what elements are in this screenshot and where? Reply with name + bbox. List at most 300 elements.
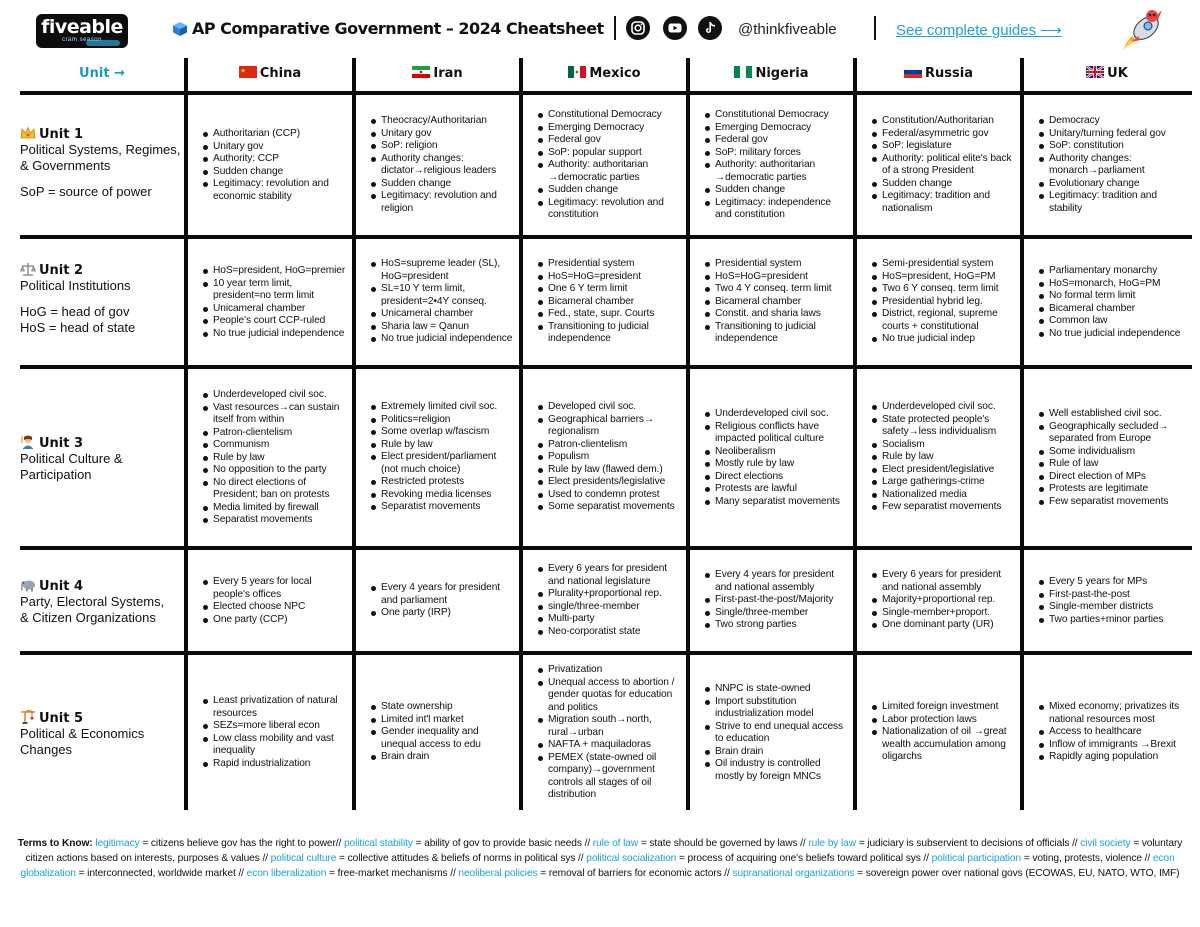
- bullet-list: [368, 701, 514, 764]
- bullet-list: [702, 408, 848, 508]
- nigeria-flag-icon: [734, 66, 752, 78]
- term-keyword: political culture: [270, 853, 337, 864]
- list-item: Well established civil soc.: [1036, 408, 1184, 421]
- bullet-list: [702, 569, 848, 632]
- list-item: Plurality+proportional rep.: [535, 588, 681, 601]
- list-item: PEMEX (state-owned oil company)→government controls all stages of oil distribution: [535, 752, 681, 802]
- list-item: Neoliberalism: [702, 446, 848, 459]
- list-item: SEZs=more liberal econ: [200, 720, 348, 733]
- list-item: Two 6 Y conseq. term limit: [869, 283, 1015, 296]
- unit-4-label: [20, 578, 184, 626]
- term-keyword: civil society: [1080, 838, 1131, 849]
- list-item: NNPC is state-owned: [702, 683, 848, 696]
- list-item: Unequal access to abortion / gender quotas for education and politics: [535, 677, 681, 715]
- list-item: SoP: popular support: [535, 147, 681, 160]
- list-item: Every 4 years for president and parliament: [368, 582, 514, 607]
- cell-unit-4-uk: [1036, 576, 1184, 626]
- list-item: Every 5 years for MPs: [1036, 576, 1184, 589]
- list-item: SoP: constitution: [1036, 140, 1184, 153]
- russia-flag-icon: [904, 66, 922, 78]
- list-item: One party (IRP): [368, 607, 514, 620]
- list-item: Underdeveloped civil soc.: [869, 401, 1015, 414]
- list-item: Majority+proportional rep.: [869, 594, 1015, 607]
- bullet-list: [702, 683, 848, 783]
- term-definition: = sovereign power over national govs (ECOWAS, EU, NATO, WTO, IMF): [854, 868, 1180, 879]
- list-item: Federal/asymmetric gov: [869, 128, 1015, 141]
- list-item: Transitioning to judicial independence: [702, 321, 848, 346]
- column-header-china: [188, 66, 352, 86]
- term-keyword: legitimacy: [95, 838, 140, 849]
- list-item: Socialism: [869, 439, 1015, 452]
- list-item: No opposition to the party: [200, 464, 348, 477]
- term-keyword: rule of law: [592, 838, 639, 849]
- list-item: HoS=president, HoG=premier: [200, 265, 348, 278]
- column-header-uk: [1024, 66, 1190, 86]
- bullet-list: [200, 128, 348, 203]
- list-item: Large gatherings-crime: [869, 476, 1015, 489]
- grid-line: [184, 58, 188, 810]
- unit-name: Political Institutions: [20, 278, 131, 293]
- list-item: Separatist movements: [200, 514, 348, 527]
- bullet-list: [200, 265, 348, 340]
- list-item: NAFTA + maquiladoras: [535, 739, 681, 752]
- list-item: Rapidly aging population: [1036, 751, 1184, 764]
- cell-unit-2-uk: [1036, 265, 1184, 340]
- rocket-mascot-icon: [1118, 6, 1166, 52]
- bullet-list: [535, 401, 681, 514]
- unit-3-label: [20, 435, 184, 483]
- term-definition: = collective attitudes & beliefs of norms in political sys //: [336, 853, 587, 864]
- list-item: First-past-the-post/Majority: [702, 594, 848, 607]
- list-item: One 6 Y term limit: [535, 283, 681, 296]
- bullet-list: [1036, 265, 1184, 340]
- cell-unit-2-mexico: [535, 258, 681, 346]
- header-divider-2: [874, 16, 876, 40]
- list-item: Populism: [535, 451, 681, 464]
- list-item: Authority changes: monarch→parliament: [1036, 153, 1184, 178]
- bullet-list: [535, 109, 681, 222]
- list-item: One party (CCP): [200, 614, 348, 627]
- term-keyword: rule by law: [808, 838, 856, 849]
- list-item: Mostly rule by law: [702, 458, 848, 471]
- list-item: No direct elections of President; ban on protests: [200, 477, 348, 502]
- column-header-mexico: [523, 66, 686, 86]
- list-item: Theocracy/Authoritarian: [368, 115, 514, 128]
- unit-name: Political Systems, Regimes, & Governments: [20, 142, 181, 173]
- list-item: Authority: authoritarian →democratic parties: [702, 159, 848, 184]
- list-item: Two parties+minor parties: [1036, 614, 1184, 627]
- list-item: No true judicial independence: [200, 328, 348, 341]
- list-item: State protected people's safety→less individualism: [869, 414, 1015, 439]
- list-item: Oil industry is controlled mostly by foreign MNCs: [702, 758, 848, 783]
- list-item: HoS=supreme leader (SL), HoG=president: [368, 258, 514, 283]
- list-item: Authority changes: dictator→religious leaders: [368, 153, 514, 178]
- list-item: Single/three-member: [702, 607, 848, 620]
- term-definition: = citizens believe gov has the right to power//: [139, 838, 344, 849]
- mexico-flag-icon: [568, 66, 586, 78]
- list-item: HoS=president, HoG=PM: [869, 271, 1015, 284]
- term-definition: = interconnected, worldwide market //: [75, 868, 247, 879]
- list-item: Authoritarian (CCP): [200, 128, 348, 141]
- cell-unit-5-russia: [869, 701, 1015, 764]
- unit-title: Unit 1: [39, 127, 84, 142]
- cell-unit-4-mexico: [535, 563, 681, 638]
- column-header-iran: [356, 66, 519, 86]
- list-item: Every 5 years for local people's offices: [200, 576, 348, 601]
- cell-unit-1-iran: [368, 115, 514, 215]
- bullet-list: [200, 389, 348, 527]
- list-item: Transitioning to judicial independence: [535, 321, 681, 346]
- unit-title: Unit 5: [39, 711, 84, 726]
- cell-unit-3-mexico: [535, 401, 681, 514]
- iran-flag-icon: [412, 66, 430, 78]
- list-item: Some separatist movements: [535, 501, 681, 514]
- list-item: District, regional, supreme courts + constitutional: [869, 308, 1015, 333]
- list-item: Emerging Democracy: [702, 122, 848, 135]
- grid-line: [352, 58, 356, 810]
- list-item: Protests are lawful: [702, 483, 848, 496]
- list-item: Geographical barriers→ regionalism: [535, 414, 681, 439]
- list-item: Presidential system: [702, 258, 848, 271]
- column-header-mexico-label: Mexico: [589, 66, 641, 81]
- list-item: Nationalization of oil →great wealth accumulation among oligarchs: [869, 726, 1015, 764]
- list-item: Bicameral chamber: [535, 296, 681, 309]
- cell-unit-5-mexico: [535, 664, 681, 802]
- list-item: Unitary/turning federal gov: [1036, 128, 1184, 141]
- list-item: Every 6 years for president and national assembly: [869, 569, 1015, 594]
- unit-5-label: [20, 710, 184, 758]
- list-item: SoP: religion: [368, 140, 514, 153]
- list-item: Brain drain: [368, 751, 514, 764]
- list-item: Rule by law (flawed dem.): [535, 464, 681, 477]
- list-item: Labor protection laws: [869, 714, 1015, 727]
- cell-unit-4-iran: [368, 582, 514, 620]
- scales-icon: [20, 262, 36, 276]
- list-item: SoP: legislature: [869, 140, 1015, 153]
- list-item: Direct elections: [702, 471, 848, 484]
- grid-line: [20, 235, 1192, 239]
- list-item: Media limited by firewall: [200, 502, 348, 515]
- list-item: Import substitution industrialization model: [702, 696, 848, 721]
- list-item: SoP: military forces: [702, 147, 848, 160]
- list-item: Presidential system: [535, 258, 681, 271]
- list-item: Legitimacy: revolution and religion: [368, 190, 514, 215]
- cell-unit-5-uk: [1036, 701, 1184, 764]
- youtube-icon[interactable]: [663, 16, 687, 40]
- cell-unit-1-russia: [869, 115, 1015, 215]
- list-item: Protests are legitimate: [1036, 483, 1184, 496]
- list-item: Rule by law: [200, 452, 348, 465]
- list-item: Direct election of MPs: [1036, 471, 1184, 484]
- list-item: Semi-presidential system: [869, 258, 1015, 271]
- list-item: Federal gov: [535, 134, 681, 147]
- list-item: Legitimacy: revolution and economic stability: [200, 178, 348, 203]
- list-item: Many separatist movements: [702, 496, 848, 509]
- list-item: Communism: [200, 439, 348, 452]
- list-item: Democracy: [1036, 115, 1184, 128]
- list-item: Least privatization of natural resources: [200, 695, 348, 720]
- list-item: Mixed economy; privatizes its national resources most: [1036, 701, 1184, 726]
- column-header-russia-label: Russia: [925, 66, 973, 81]
- list-item: Authority: authoritarian →democratic parties: [535, 159, 681, 184]
- cell-unit-1-mexico: [535, 109, 681, 222]
- list-item: Patron-clientelism: [200, 427, 348, 440]
- terms-to-know: [10, 836, 1190, 881]
- term-keyword: econ liberalization: [246, 868, 327, 879]
- list-item: Single-member+proport.: [869, 607, 1015, 620]
- column-header-nigeria-label: Nigeria: [755, 66, 809, 81]
- list-item: Underdeveloped civil soc.: [200, 389, 348, 402]
- list-item: Legitimacy: revolution and constitution: [535, 197, 681, 222]
- list-item: Legitimacy: tradition and nationalism: [869, 190, 1015, 215]
- list-item: Every 4 years for president and national assembly: [702, 569, 848, 594]
- grid-line: [20, 365, 1192, 369]
- list-item: Elected choose NPC: [200, 601, 348, 614]
- uk-flag-icon: [1086, 66, 1104, 78]
- term-definition: = free-market mechanisms //: [326, 868, 459, 879]
- list-item: Two 4 Y conseq. term limit: [702, 283, 848, 296]
- bullet-list: [535, 563, 681, 638]
- cell-unit-1-china: [200, 128, 348, 203]
- bullet-list: [869, 258, 1015, 346]
- cell-unit-4-china: [200, 576, 348, 626]
- list-item: Patron-clientelism: [535, 439, 681, 452]
- column-header-russia: [857, 66, 1020, 86]
- cube-icon: [172, 21, 188, 37]
- list-item: Access to healthcare: [1036, 726, 1184, 739]
- tiktok-icon[interactable]: [698, 16, 722, 40]
- bullet-list: [1036, 701, 1184, 764]
- cell-unit-3-nigeria: [702, 408, 848, 508]
- list-item: Bicameral chamber: [1036, 303, 1184, 316]
- crown-icon: [20, 126, 36, 140]
- cell-unit-3-uk: [1036, 408, 1184, 508]
- cell-unit-2-iran: [368, 258, 514, 346]
- list-item: Parliamentary monarchy: [1036, 265, 1184, 278]
- grid-line: [853, 58, 857, 810]
- page-title: AP Comparative Government – 2024 Cheatsheet: [192, 19, 604, 38]
- list-item: State ownership: [368, 701, 514, 714]
- unit-name: Political Culture & Participation: [20, 451, 123, 482]
- list-item: Unitary gov: [200, 141, 348, 154]
- column-header-nigeria: [690, 66, 853, 86]
- list-item: Developed civil soc.: [535, 401, 681, 414]
- china-flag-icon: [239, 66, 257, 78]
- grid-line: [519, 58, 523, 810]
- list-item: Migration south→north, rural→urban: [535, 714, 681, 739]
- fiveable-logo[interactable]: [36, 14, 128, 48]
- list-item: single/three-member: [535, 601, 681, 614]
- grid-line: [20, 91, 1192, 95]
- list-item: Rapid industrialization: [200, 758, 348, 771]
- cell-unit-2-russia: [869, 258, 1015, 346]
- bullet-list: [869, 701, 1015, 764]
- term-definition: = state should be governed by laws //: [638, 838, 809, 849]
- bullet-list: [1036, 576, 1184, 626]
- list-item: Authority: political elite's back of a strong President: [869, 153, 1015, 178]
- list-item: Revoking media licenses: [368, 489, 514, 502]
- bullet-list: [702, 258, 848, 346]
- list-item: Elect presidents/legislative: [535, 476, 681, 489]
- instagram-icon[interactable]: [626, 16, 650, 40]
- list-item: Vast resources→can sustain itself from within: [200, 402, 348, 427]
- list-item: Separatist movements: [368, 501, 514, 514]
- list-item: Multi-party: [535, 613, 681, 626]
- bullet-list: [535, 258, 681, 346]
- list-item: Sudden change: [869, 178, 1015, 191]
- list-item: Nationalized media: [869, 489, 1015, 502]
- list-item: SL=10 Y term limit, president=2•4Y conseq.: [368, 283, 514, 308]
- unit-title: Unit 4: [39, 579, 84, 594]
- cell-unit-5-china: [200, 695, 348, 770]
- cell-unit-3-china: [200, 389, 348, 527]
- list-item: Evolutionary change: [1036, 178, 1184, 191]
- list-item: Used to condemn protest: [535, 489, 681, 502]
- list-item: Low class mobility and vast inequality: [200, 733, 348, 758]
- list-item: Some overlap w/fascism: [368, 426, 514, 439]
- column-header-iran-label: Iran: [433, 66, 463, 81]
- list-item: No formal term limit: [1036, 290, 1184, 303]
- list-item: One dominant party (UR): [869, 619, 1015, 632]
- terms-label: Terms to Know:: [17, 838, 93, 849]
- list-item: Common law: [1036, 315, 1184, 328]
- list-item: Few separatist movements: [1036, 496, 1184, 509]
- list-item: Some individualism: [1036, 446, 1184, 459]
- list-item: Constitutional Democracy: [535, 109, 681, 122]
- term-keyword: econ globalization: [20, 853, 1175, 879]
- list-item: Neo-corporatist state: [535, 626, 681, 639]
- bullet-list: [535, 664, 681, 802]
- cell-unit-2-nigeria: [702, 258, 848, 346]
- unit-1-label: [20, 126, 184, 200]
- bullet-list: [368, 401, 514, 514]
- list-item: Sudden change: [702, 184, 848, 197]
- list-item: Politics=religion: [368, 414, 514, 427]
- column-header-uk-label: UK: [1107, 66, 1128, 81]
- list-item: Inflow of immigrants →Brexit: [1036, 739, 1184, 752]
- bullet-list: [368, 582, 514, 620]
- list-item: Sudden change: [368, 178, 514, 191]
- term-definition: = voluntary citizen actions based on interests, purposes & values //: [25, 838, 1183, 864]
- list-item: Every 6 years for president and national legislature: [535, 563, 681, 588]
- list-item: Federal gov: [702, 134, 848, 147]
- cell-unit-5-nigeria: [702, 683, 848, 783]
- page-header: [0, 0, 1200, 60]
- logo-subtitle: cram season: [62, 37, 102, 43]
- cell-unit-1-nigeria: [702, 109, 848, 222]
- list-item: HoS=HoG=president: [702, 271, 848, 284]
- list-item: Underdeveloped civil soc.: [702, 408, 848, 421]
- grid-line: [20, 546, 1192, 550]
- grid-line: [686, 58, 690, 810]
- list-item: Elect president/legislative: [869, 464, 1015, 477]
- unit-name: Party, Electoral Systems, & Citizen Organizations: [20, 594, 165, 625]
- cell-unit-5-iran: [368, 701, 514, 764]
- logo-text: fiveable: [41, 16, 123, 38]
- bullet-list: [368, 115, 514, 215]
- elephant-icon: [20, 578, 36, 592]
- list-item: Sudden change: [200, 166, 348, 179]
- list-item: 10 year term limit, president=no term limit: [200, 278, 348, 303]
- term-definition: = removal of barriers for economic actors //: [537, 868, 733, 879]
- bullet-list: [368, 258, 514, 346]
- term-definition: = process of acquiring one's beliefs toward political sys //: [676, 853, 932, 864]
- bullet-list: [200, 576, 348, 626]
- term-definition: = judiciary is subservient to decisions of officials //: [855, 838, 1081, 849]
- term-keyword: supranational organizations: [732, 868, 855, 879]
- list-item: Rule by law: [368, 439, 514, 452]
- see-complete-guides-link[interactable]: See complete guides ⟶: [896, 22, 1062, 39]
- list-item: Legitimacy: independence and constitution: [702, 197, 848, 222]
- term-keyword: political participation: [931, 853, 1022, 864]
- construction-crane-icon: [20, 710, 36, 724]
- cell-unit-1-uk: [1036, 115, 1184, 215]
- list-item: Unitary gov: [368, 128, 514, 141]
- list-item: Gender inequality and unequal access to edu: [368, 726, 514, 751]
- list-item: Geographically secluded→ separated from Europe: [1036, 421, 1184, 446]
- grid-line: [20, 651, 1192, 655]
- list-item: Constitutional Democracy: [702, 109, 848, 122]
- column-header-unit: Unit →: [79, 66, 125, 81]
- unit-title: Unit 3: [39, 436, 84, 451]
- social-handle: @thinkfiveable: [738, 21, 837, 38]
- list-item: Fed., state, supr. Courts: [535, 308, 681, 321]
- list-item: People's court CCP-ruled: [200, 315, 348, 328]
- list-item: Religious conflicts have impacted political culture: [702, 421, 848, 446]
- cell-unit-4-russia: [869, 569, 1015, 632]
- list-item: HoS=HoG=president: [535, 271, 681, 284]
- list-item: Sudden change: [535, 184, 681, 197]
- grid-line: [1020, 58, 1024, 810]
- header-divider: [614, 16, 616, 40]
- bullet-list: [869, 569, 1015, 632]
- list-item: Elect president/parliament (not much choice): [368, 451, 514, 476]
- list-item: Two strong parties: [702, 619, 848, 632]
- list-item: No true judicial independence: [1036, 328, 1184, 341]
- list-item: Limited foreign investment: [869, 701, 1015, 714]
- bullet-list: [702, 109, 848, 222]
- list-item: No true judicial independence: [368, 333, 514, 346]
- unit-note: SoP = source of power: [20, 184, 152, 199]
- cell-unit-4-nigeria: [702, 569, 848, 632]
- column-header-china-label: China: [259, 66, 302, 81]
- term-keyword: neoliberal policies: [458, 868, 538, 879]
- list-item: Single-member districts: [1036, 601, 1184, 614]
- list-item: Restricted protests: [368, 476, 514, 489]
- list-item: Sharia law = Qanun: [368, 321, 514, 334]
- bullet-list: [1036, 115, 1184, 215]
- term-definition: = voting, protests, violence //: [1021, 853, 1153, 864]
- list-item: No true judicial indep: [869, 333, 1015, 346]
- unit-name: Political & Economics Changes: [20, 726, 145, 757]
- list-item: Brain drain: [702, 746, 848, 759]
- term-keyword: political stability: [343, 838, 413, 849]
- cell-unit-3-iran: [368, 401, 514, 514]
- list-item: Emerging Democracy: [535, 122, 681, 135]
- unit-title: Unit 2: [39, 263, 84, 278]
- list-item: Authority: CCP: [200, 153, 348, 166]
- list-item: First-past-the-post: [1036, 589, 1184, 602]
- term-definition: = ability of gov to provide basic needs //: [412, 838, 593, 849]
- cell-unit-3-russia: [869, 401, 1015, 514]
- bullet-list: [1036, 408, 1184, 508]
- bullet-list: [869, 115, 1015, 215]
- unit-2-label: [20, 262, 184, 336]
- list-item: HoS=monarch, HoG=PM: [1036, 278, 1184, 291]
- raised-hand-person-icon: [20, 435, 36, 449]
- bullet-list: [200, 695, 348, 770]
- list-item: Privatization: [535, 664, 681, 677]
